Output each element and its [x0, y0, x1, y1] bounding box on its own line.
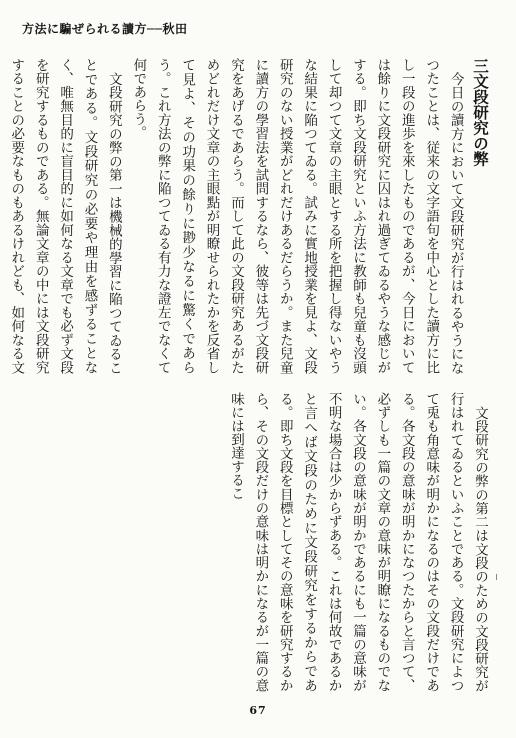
- section-intro-paragraph: 今日の讀方において文段研究が行はれるやうになつたことは、従来の文字語句を中心とした讀方に比し一段の進歩を來したものであるが、今日においては餘りに文段研究に囚はれ過ぎてゐるやうな感じがする。即ち文段研究といふ方法に教師も兒童も沒頭して却つて文章の主眼とする所を把握し得ないやうな結果に陥つてゐる。試みに實地授業を見よ、文段研究のない授業がどれだけあるだらうか。また兒童に讀方の學習法を試問するなら、彼等は先づ文段研究をあげるであらう。而して此の文段研究あるがためどれだけ文章の主眼點が明瞭せられたかを反省して見よ、その功果の餘りに尠少なるに驚くであらう。これ方法の弊に陥つてゐる有力な證左でなくて何であらう。: [130, 58, 464, 374]
- text-column-lower: [30, 392, 492, 692]
- paragraph-3: 文段研究の弊の第二は文段のための文段研究が行はれてゐるといふことである。文段研究によつて兎も角意味が明かになるのはその文段だけである。各文段の意味が明かになつたからと言つて、必ずしも一篇の文章の意味が明瞭になるものでない。各文段の意味が明かであるにも一篇の意味が不明な場合は少からずある。これは何故であるかと言へば文段のために文段研究をするからである。即ち文段を目標としてその意味を研究するから、その文段だけの意味は明かになるが一篇の意味には到達するこ: [227, 392, 488, 692]
- running-head-title: 方法に騙ぜられる讀方: [22, 22, 148, 36]
- paragraph-2: 文段研究の弊の第一は機械的學習に陥つてゐることである。文段研究の必要や理由を感ずることなく、唯無目的に盲目的に如何なる文章でも必ず文段を研究するものである。無論文章の中には文段研究することの必要なものもあるけれども、如何なる文: [8, 58, 122, 374]
- page-number: 67: [249, 704, 267, 717]
- running-head-author: ──秋田: [147, 22, 188, 36]
- margin-mark: [496, 574, 497, 580]
- section-title: 三文段研究の弊: [471, 58, 490, 167]
- text-column-upper: [8, 58, 492, 374]
- running-head: [22, 20, 187, 37]
